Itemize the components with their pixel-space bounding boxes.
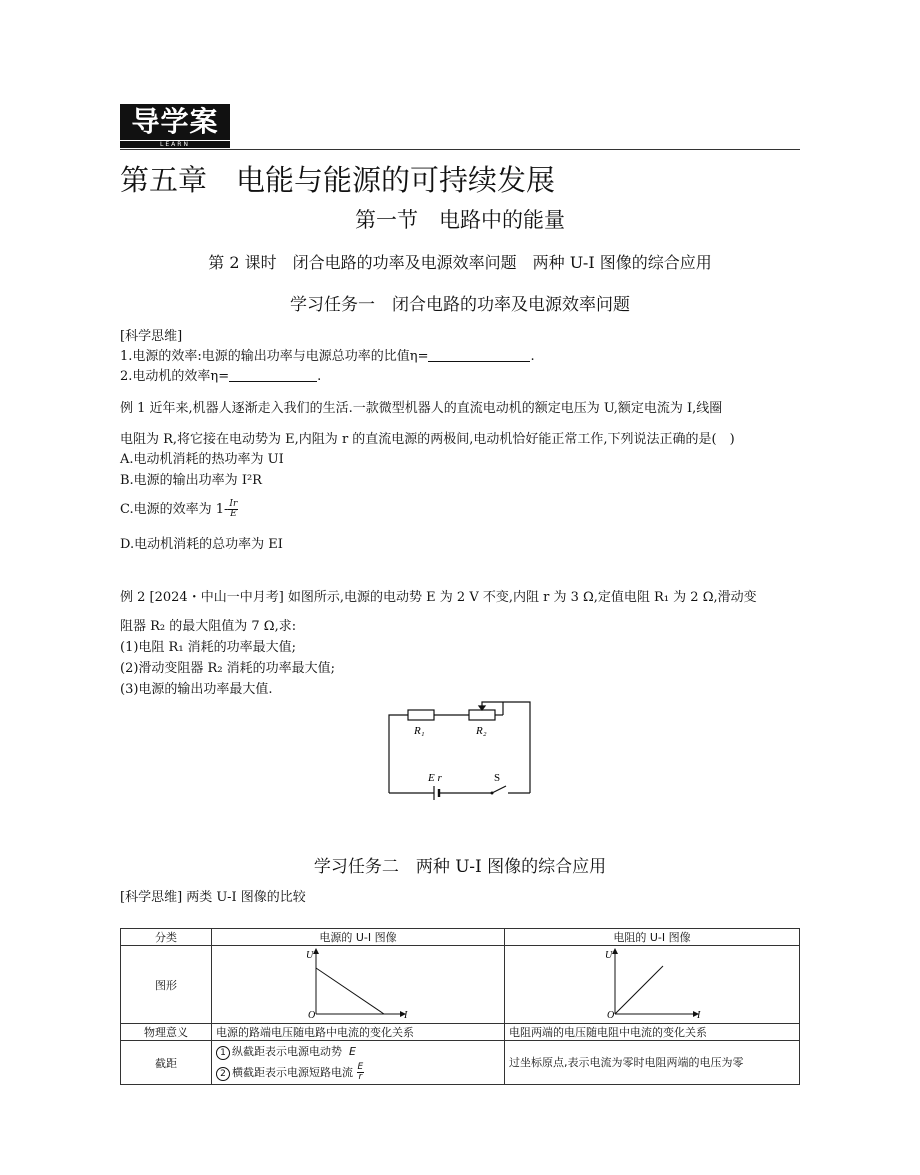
switch-pivot [491,792,494,795]
axis-u-label: U [306,950,314,961]
option-d: D.电动机消耗的总功率为 EI [120,537,283,552]
fraction-denominator: E [230,509,237,519]
intercept-resistor: 过坐标原点,表示电流为零时电阻两端的电压为零 [505,1041,800,1085]
header-rule [120,149,800,150]
section-title: 第一节 电路中的能量 [355,208,565,232]
axis-u-label: U [605,950,613,961]
header-source: 电源的 U-I 图像 [212,929,505,946]
axis-origin-label: O [607,1010,615,1020]
task1-item2 [120,367,321,386]
option-b: B.电源的输出功率为 I²R [120,473,262,488]
emf-symbol: E [349,1044,356,1058]
task1-title: 学习任务一 闭合电路的功率及电源效率问题 [290,295,630,315]
option-a: A.电动机消耗的热功率为 UI [120,452,284,467]
example1-line2: 电阻为 R,将它接在电动势为 E,内阻为 r 的直流电源的两极间,电动机恰好能正常工作,下列说法正确的是( ) [120,432,735,447]
lesson-title: 第 2 课时 闭合电路的功率及电源效率问题 两种 U-I 图像的综合应用 [208,253,712,272]
resistor-r2 [469,710,495,720]
axis-origin-label: O [308,1010,316,1020]
label-switch: S [494,772,501,784]
circled-number-1: 1 [216,1046,230,1060]
wire-left [389,715,408,793]
axis-i-label: I [404,1010,408,1020]
header-resistor: 电阻的 U-I 图像 [505,929,800,946]
question-1: (1)电阻 R₁ 消耗的功率最大值; [120,640,297,655]
label-r2: R₂ [476,725,487,737]
option-c-text: C.电源的效率为 1- [120,502,229,517]
intercept-1-text: 纵截距表示电源电动势 [232,1044,342,1058]
example2-line2: 阻器 R₂ 的最大阻值为 7 Ω,求: [120,619,297,634]
circled-number-2: 2 [216,1067,230,1081]
graph-label: 图形 [121,946,212,1024]
table-header-row [121,929,800,946]
intercept-source-line2 [216,1062,500,1084]
source-graph-cell [212,946,505,1024]
meaning-resistor: 电阻两端的电压随电阻中电流的变化关系 [505,1024,800,1041]
fraction-ir-e [228,500,238,519]
chapter-title: 第五章 电能与能源的可持续发展 [120,163,556,197]
task2-title: 学习任务二 两种 U-I 图像的综合应用 [313,857,607,877]
option-c [120,500,238,519]
axis-i-label: I [697,1010,701,1020]
resistor-line [615,966,663,1014]
intercept-2-text: 横截距表示电源短路电流 [232,1065,353,1079]
intercept-source-line1 [216,1042,500,1062]
question-3: (3)电源的输出功率最大值. [120,682,273,697]
fraction-e-r [357,1063,365,1082]
task1-tag: [科学思维] [120,329,183,344]
period: . [317,369,322,384]
example2-line1: 例 2 [2024・中山一中月考] 如图所示,电源的电动势 E 为 2 V 不变,内阻 r 为 3 Ω,定值电阻 R₁ 为 2 Ω,滑动变 [120,590,757,605]
label-r1: R₁ [414,725,425,737]
label-er: E r [428,772,442,784]
task1-item2-text: 2.电动机的效率η= [120,369,230,384]
fraction-numerator: E [357,1062,364,1072]
meaning-label: 物理意义 [121,1024,212,1041]
intercept-label: 截距 [121,1041,212,1085]
task1-item1 [120,347,535,366]
table-row-intercept [121,1041,800,1085]
circuit-diagram [380,698,540,800]
switch-blade [492,786,506,793]
question-2: (2)滑动变阻器 R₂ 消耗的功率最大值; [120,661,336,676]
fraction-numerator: Ir [229,499,238,509]
logo [120,104,230,148]
logo-text: 导学案 [120,104,230,140]
example1-line1: 例 1 近年来,机器人逐渐走入我们的生活.一款微型机器人的直流电动机的额定电压为 U,额定电流为 I,线圈 [120,401,723,416]
intercept-source [212,1041,505,1085]
comparison-table [120,928,800,1085]
resistor-r1 [408,710,434,720]
answer-blank-1[interactable] [428,348,530,362]
source-ui-graph [212,946,504,1020]
table-row-graph [121,946,800,1024]
task2-subtitle: [科学思维] 两类 U-I 图像的比较 [120,890,306,905]
logo-subtext: LEARN [120,141,230,148]
task1-item1-text: 1.电源的效率:电源的输出功率与电源总功率的比值η= [120,349,429,364]
header-category: 分类 [121,929,212,946]
resistor-ui-graph [505,946,799,1020]
period: . [530,349,535,364]
fraction-denominator: r [358,1072,363,1082]
table-row-meaning [121,1024,800,1041]
source-line [316,968,384,1014]
resistor-graph-cell [505,946,800,1024]
meaning-source: 电源的路端电压随电路中电流的变化关系 [212,1024,505,1041]
answer-blank-2[interactable] [229,368,317,382]
